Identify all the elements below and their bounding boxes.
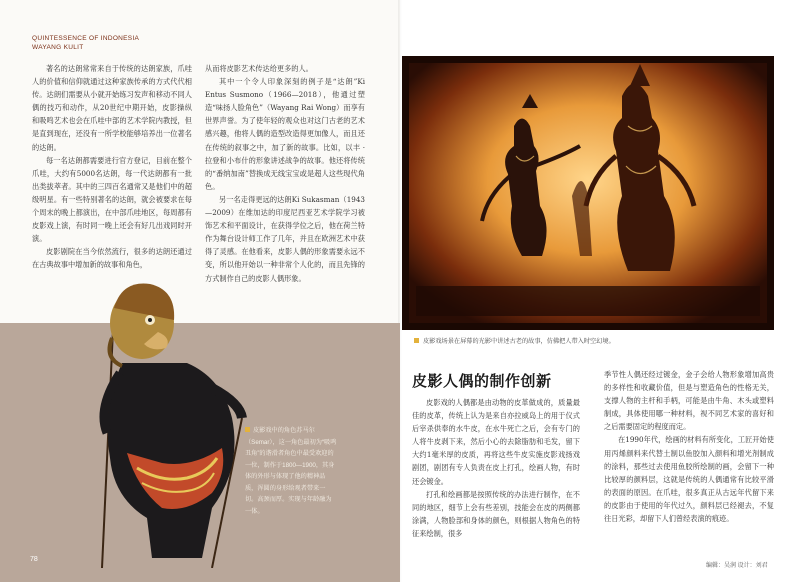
left-column-2 bbox=[205, 62, 365, 285]
paragraph: 皮影戏的人偶都是由动物的皮革做成的，质量最佳的皮革，传统上认为是来自亦拉威岛上的用于仪式后宰杀供奉的水牛皮，在水牛死亡之后，会有专门的人将牛皮剥下来，然后小心的去除脂肪和毛发，留下大约1毫米厚的皮质，再将这些牛皮实施皮影戏扬戏剧团，剧团有专人负责在皮上打孔，绘画人物，有时还会镀金。 bbox=[412, 398, 580, 486]
right-column-1 bbox=[412, 396, 580, 540]
paragraph: 在1990年代，绘画的材料有所变化，工匠开始使用丙烯颜料来代替土制以鱼胶加入颜料和增光剂制成的涂料，那些过去使用鱼胶所绘制的画，会留下一种比较厚的颜料层，这就是传统的人偶通常有比较平滑的表面的原因。在爪哇，很多真正从古远年代留下来的皮影由于使用的年代过久，颜料层已经褪去，不复往日光彩，却留下人们曾经表演的痕迹。 bbox=[604, 435, 774, 524]
paragraph: 皮影剧院在当今依然流行，很多的达朗还通过在古典故事中增加新的故事和角色， bbox=[32, 247, 192, 270]
caption-marker-icon bbox=[414, 338, 419, 343]
shadow-puppet-photo bbox=[402, 56, 774, 330]
paragraph: 另一名走得更远的达朗Ki Sukasman（1943—2009）在维加达的印度尼西亚艺术学院学习被饰艺术和平面设计，在获得学位之后，他在荷兰特作为舞台设计师工作了几年，并且在欧洲艺术中获得了灵感。在他看来，皮影人偶的形象需要永远不变，所以他开始以一种非常个人化的，而且先锋的方式制作自己的皮影人偶形象。 bbox=[205, 194, 365, 283]
paragraph: 著名的达朗常常来自于传统的达朗家族，爪哇人的价值和信仰就通过这种家族传承的方式代代相传。达朗们需要从小就开始练习发声和移动不同人偶的技巧和动作，从20世纪中期开始，皮影操纵和吸鸣艺术也会在爪哇中部的艺术学院内教授，但是直到现在，还没有一所学校能够培养出一位著名的达朗。 bbox=[32, 64, 192, 152]
caption-marker-icon bbox=[245, 427, 250, 432]
page-number: 78 bbox=[30, 556, 38, 563]
photo-caption: 皮影戏场景在屏幕的光影中讲述古老的故事，仿佛把人带入时空幻境。 bbox=[414, 336, 774, 345]
paragraph: 季节性人偶还经过镀金，金子会给人物形象增加高贵的多样性和收藏价值，但是与塑造角色的性格无关，支撑人物的主杆和手柄，可能是由牛角、木头或塑料制成，具体使用哪一种材料，视不同艺术家的喜好和之后需要固定的程度而定。 bbox=[604, 370, 774, 432]
right-column-2 bbox=[604, 368, 774, 525]
series-title: QUINTESSENCE OF INDONESIA WAYANG KULIT bbox=[32, 35, 139, 51]
editor-credit: 编辑：吴润 设计：刘君 bbox=[706, 563, 768, 569]
section-heading: 皮影人偶的制作创新 bbox=[412, 372, 552, 390]
paragraph: 其中一个令人印象深刻的例子是“达朗”Ki Entus Susmono（1966—2018），他通过塑造“味扬人脸角色”（Wayang Rai Wong）而享有世界声誉。为了使年轻的观众也对这门古老的艺术感兴趣，他将人偶的造型改造得更加像人，而且还在传统的叙事之中，加了新的故事。比如，以丰 · 拉登和小布什的形象讲述战争的故事。他还将传统的“番纳加南”替换成无线宝宝或是超人这些现代角色。 bbox=[205, 77, 365, 191]
puppet-caption: 皮影戏中的角色苏马尔（Semar），这一角色最初为“吸鸣丑角”的谐滑者角色中最受欢迎的一位，制作于1800—1900，其身体的外形与体现了他的精神品质，浑圆的身形给观者带来一切。高颈而厚。实现与年龄融为一体。 bbox=[245, 427, 337, 515]
paragraph: 打孔和绘画都是按照传统的办法进行制作，在不同的地区，细节上会有些差别，技能会在皮的两侧都涂满，人物脸部和身体的颜色，则根据人物角色的特征来绘制，很多 bbox=[412, 489, 580, 538]
paragraph: 每一名达朗都需要进行官方登记，目前在整个爪哇，大约有5000名达朗，每一代达朗都有一批出类拔萃者。其中的三四百名通常又是他们中的超级明星。有一些特别著名的达朗，就会被要求在每个周末的晚上都演出，在中部爪哇地区，每周都有皮影戏上演，有时同一晚上还会有好几出戏同时开演。 bbox=[32, 155, 192, 244]
left-column-1 bbox=[32, 62, 192, 272]
paragraph: 从而将皮影艺术传达给更多的人。 bbox=[205, 64, 313, 73]
semar-puppet-image bbox=[92, 268, 252, 568]
